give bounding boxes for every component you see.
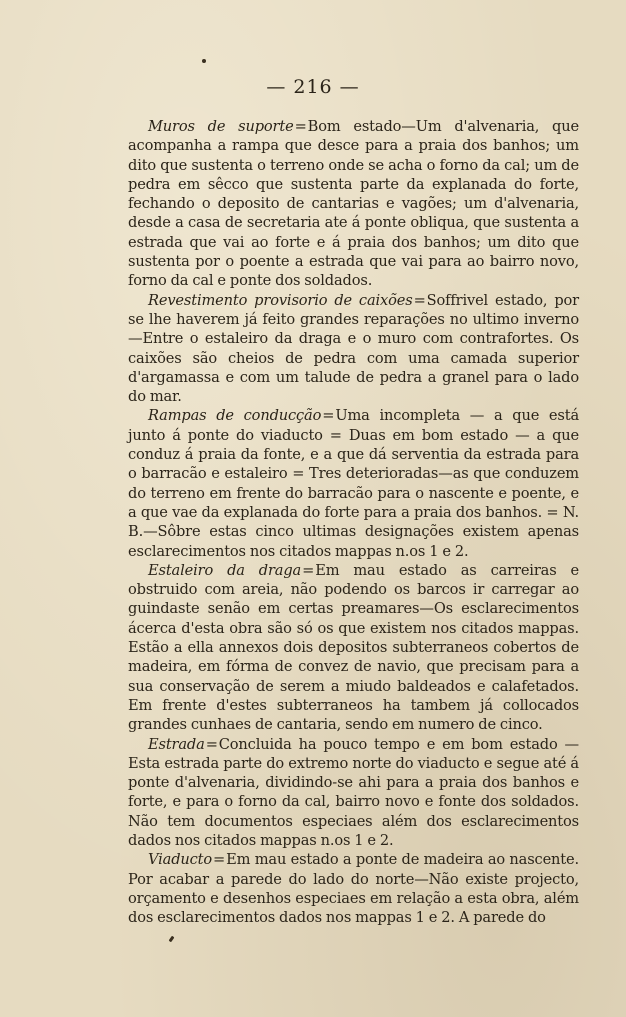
- entry-separator: =: [302, 561, 315, 579]
- entry-term: Estrada: [148, 735, 205, 753]
- entry-term: Viaducto: [148, 851, 213, 869]
- entry-text: Soffrivel estado, por se lhe haverem já feito grandes reparações no ultimo inverno—Entre o estaleiro da draga e o muro com contrafortes. Os caixões são cheios de pedra com uma camada superior d'argamassa e com um talude de pedra a granel para o lado do mar.: [128, 291, 579, 406]
- entry-estrada: [128, 735, 579, 851]
- entry-muros-de-suporte: [128, 117, 579, 291]
- entry-estaleiro-da-draga: [128, 561, 579, 735]
- entry-term: Rampas de conducção: [148, 407, 322, 425]
- entry-text: Em mau estado a ponte de madeira ao nascente. Por acabar a parede do lado do norte—Não existe projecto, orçamento e desenhos especiaes em relação a esta obra, além dos esclarecimentos dados nos mappas 1 e 2. A parede do: [128, 851, 579, 927]
- entry-rampas-de-conduccao: [128, 406, 579, 560]
- entry-text: Bom estado—Um d'alvenaria, que acompanha a rampa que desce para a praia dos banhos; um dito que sustenta o terreno onde se acha o forno da cal; um de pedra em sêcco que sustenta parte da explanada do forte, fechando o deposito de cantarias e vagões; um d'alvenaria, desde a casa de secretaria ate á ponte obliqua, que sustenta a estrada que vai ao forte e á praia dos banhos; um dito que sustenta por o poente a estrada que vai para ao bairro novo, forno da cal e ponte dos soldados.: [128, 118, 579, 290]
- ink-speck: [202, 59, 206, 63]
- entry-separator: =: [213, 851, 226, 869]
- entry-text: Concluida ha pouco tempo e em bom estado — Esta estrada parte do extremo norte do viaducto e segue até á ponte d'alvenaria, dividindo-se ahi para a praia dos banhos e forte, e para o forno da cal, bairro novo e fonte dos soldados. Não tem documentos especiaes além dos esclarecimentos dados nos citados mappas n.os 1 e 2.: [128, 735, 579, 849]
- page-number: — 216 —: [266, 76, 360, 98]
- entry-term: Muros de suporte: [148, 118, 294, 135]
- entry-term: Estaleiro da draga: [148, 561, 302, 579]
- entry-revestimento-provisorio: [128, 291, 579, 407]
- entry-term: Revestimento provisorio de caixões: [148, 291, 413, 309]
- entry-separator: =: [205, 735, 218, 753]
- entry-text: Em mau estado as carreiras e obstruido com areia, não podendo os barcos ir carregar ao guindaste senão em certas preamares—Os esclarecimentos ácerca d'esta obra são só os que existem nos citados mappas. Estão a ella annexos dois depositos subterraneos cobertos de madeira, em fórma de convez de navio, que precisam para a sua conservação de serem a miudo baldeados e calafetados. Em frente d'estes subterraneos ha tambem já collocados grandes cunhaes de cantaria, sendo em numero de cinco.: [128, 561, 579, 734]
- entry-separator: =: [294, 118, 307, 135]
- ink-speck: [169, 936, 175, 943]
- entry-separator: =: [413, 291, 426, 309]
- body-text: [128, 117, 579, 927]
- entry-viaducto: [128, 850, 579, 927]
- entry-separator: =: [322, 407, 335, 425]
- entry-text: Uma incompleta — a que está junto á ponte do viaducto = Duas em bom estado — a que conduz á praia da fonte, e a que dá serventia da estrada para o barracão e estaleiro = Tres deterioradas—as que conduzem do terreno em frente do barracão para o nascente e poente, e a que vae da explanada do forte para a praia dos banhos. = N. B.—Sôbre estas cinco ultimas designações existem apenas esclarecimentos nos citados mappas n.os 1 e 2.: [128, 407, 580, 560]
